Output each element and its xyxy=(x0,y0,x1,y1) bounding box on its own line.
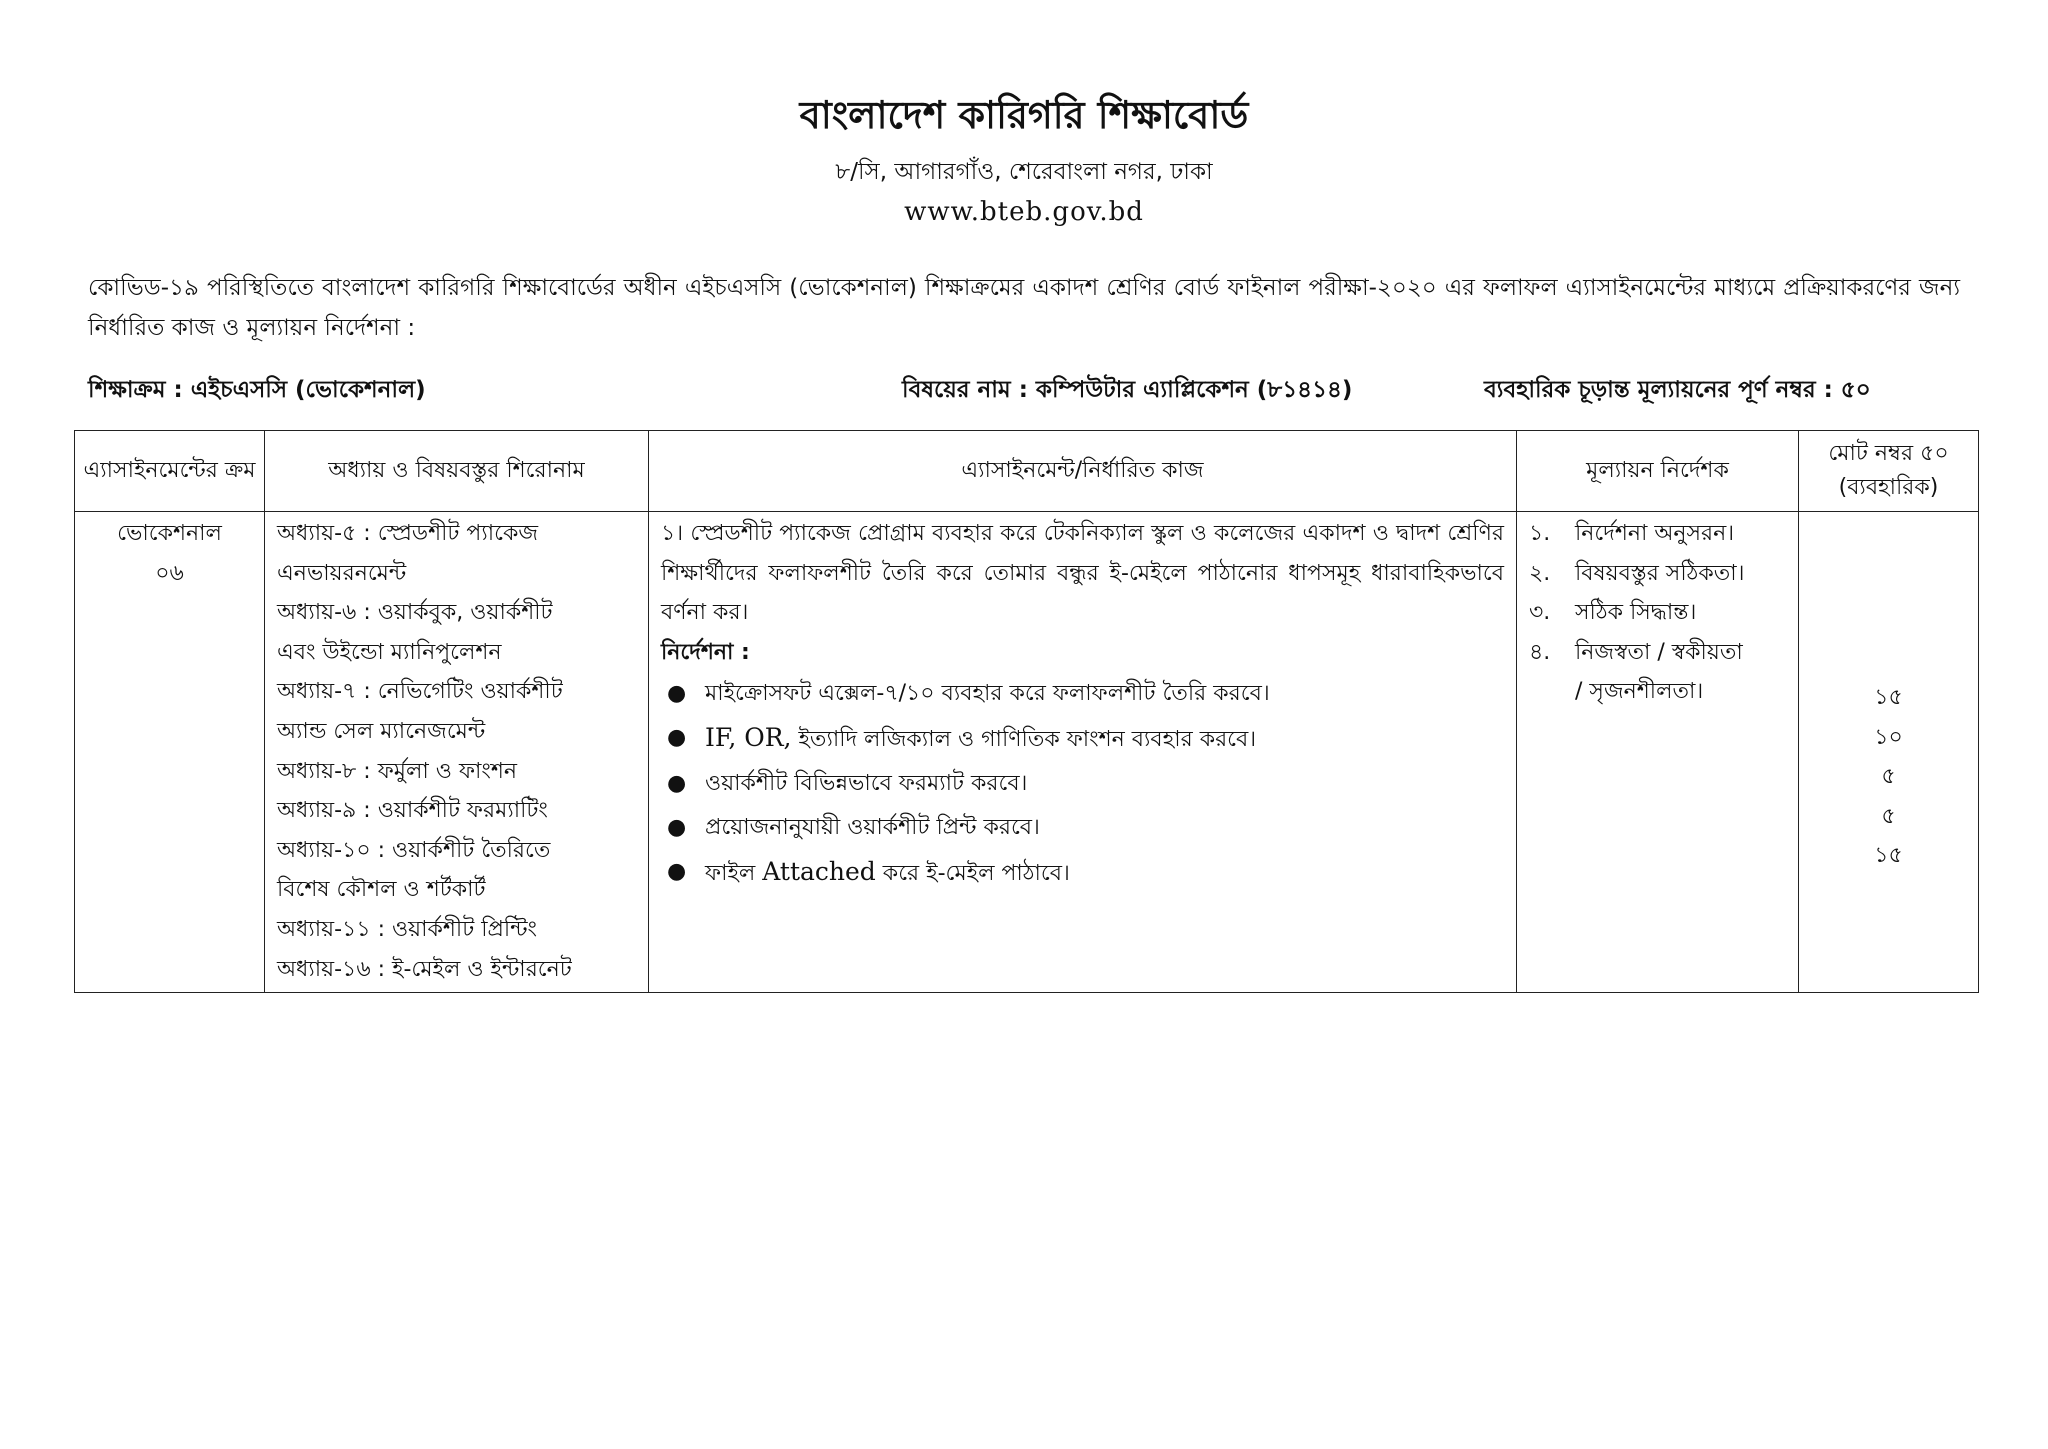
assignment-table xyxy=(74,430,1979,993)
chapter-line: অধ্যায়-৮ : ফর্মুলা ও ফাংশন xyxy=(277,758,518,784)
chapters-cell xyxy=(265,512,649,993)
mark-value: ৫ xyxy=(1881,803,1896,829)
intro-paragraph: কোভিড-১৯ পরিস্থিতিতে বাংলাদেশ কারিগরি শিক্ষাবোর্ডের অধীন এইচএসসি (ভোকেশনাল) শিক্ষাক্রমের একাদশ শ্রেণির বোর্ড ফাইনাল পরীক্ষা-২০২০ এর ফলাফল এ্যাসাইনমেন্টের মাধ্যমে প্রক্রিয়াকরণের জন্য নির্ধারিত কাজ ও মূল্যায়ন নির্দেশনা : xyxy=(88,275,1960,341)
header-serial: এ্যাসাইনমেন্টের ক্রম xyxy=(75,431,265,512)
serial-cell xyxy=(75,512,265,993)
criteria-text: নির্দেশনা অনুসরন। xyxy=(1575,521,1735,546)
criteria-item xyxy=(1529,554,1790,594)
direction-item xyxy=(665,850,1504,896)
criteria-text: বিষয়বস্তুর সঠিকতা। xyxy=(1575,560,1745,586)
marks-cell xyxy=(1799,512,1979,993)
direction-item xyxy=(665,672,1504,716)
directions-label: নির্দেশনা : xyxy=(661,639,750,665)
direction-text: ফাইল xyxy=(705,861,763,887)
chapter-line: অধ্যায়-১১ : ওয়ার্কশীট প্রিন্টিং xyxy=(277,916,537,942)
criteria-cell xyxy=(1517,512,1799,993)
header-marks xyxy=(1799,431,1979,512)
table-header-row xyxy=(75,431,1979,512)
task-description: ১। স্প্রেডশীট প্যাকেজ প্রোগ্রাম ব্যবহার করে টেকনিক্যাল স্কুল ও কলেজের একাদশ ও দ্বাদশ শ্রেণির শিক্ষার্থীদের ফলাফলশীট তৈরি করে তোমার বন্ধুর ই-মেইলে পাঠানোর ধাপসমূহ ধারাবাহিকভাবে বর্ণনা কর। xyxy=(661,521,1504,626)
mark-value: ১৫ xyxy=(1874,843,1903,869)
chapter-line: এনভায়রনমেন্ট xyxy=(277,560,407,586)
criteria-number: ১. xyxy=(1529,521,1551,546)
mark-value: ১৫ xyxy=(1874,685,1903,710)
direction-text: ওয়ার্কশীট বিভিন্নভাবে ফরম্যাট করবে। xyxy=(705,771,1028,797)
task-cell xyxy=(649,512,1517,993)
criteria-item xyxy=(1529,514,1790,554)
board-title: বাংলাদেশ কারিগরি শিক্ষাবোর্ড xyxy=(799,93,1249,137)
header-chapters: অধ্যায় ও বিষয়বস্তুর শিরোনাম xyxy=(265,431,649,512)
board-website: www.bteb.gov.bd xyxy=(904,197,1144,227)
chapter-line: অধ্যায়-১০ : ওয়ার্কশীট তৈরিতে xyxy=(277,837,551,863)
chapter-line: বিশেষ কৌশল ও শর্টকার্ট xyxy=(277,877,486,903)
chapter-line: এবং উইন্ডো ম্যানিপুলেশন xyxy=(277,639,502,665)
criteria-number: ৩. xyxy=(1529,600,1551,626)
criteria-number: ৪. xyxy=(1529,639,1551,665)
header-marks-line2: (ব্যবহারিক) xyxy=(1838,475,1939,500)
curriculum-label: শিক্ষাক্রম : এইচএসসি (ভোকেশনাল) xyxy=(88,377,426,403)
chapter-line: অধ্যায়-৭ : নেভিগেটিং ওয়ার্কশীট xyxy=(277,679,563,705)
direction-text: করে ই-মেইল পাঠাবে। xyxy=(875,861,1070,887)
header-task: এ্যাসাইনমেন্ট/নির্ধারিত কাজ xyxy=(649,431,1517,512)
bullet-icon: ● xyxy=(667,859,687,885)
bullet-icon: ● xyxy=(667,681,687,707)
direction-text: মাইক্রোসফট এক্সেল-৭/১০ ব্যবহার করে ফলাফলশীট তৈরি করবে। xyxy=(705,681,1270,707)
bullet-icon: ● xyxy=(667,771,687,797)
criteria-list xyxy=(1517,512,1798,712)
chapter-line: অধ্যায়-৫ : স্প্রেডশীট প্যাকেজ xyxy=(277,521,539,546)
criteria-continuation: / সৃজনশীলতা। xyxy=(1575,679,1704,705)
chapter-line: অধ্যায়-৬ : ওয়ার্কবুক, ওয়ার্কশীট xyxy=(277,600,553,626)
criteria-text: নিজস্বতা / স্বকীয়তা xyxy=(1575,639,1743,665)
mark-value: ৫ xyxy=(1881,764,1896,790)
bullet-icon: ● xyxy=(667,725,687,751)
direction-item xyxy=(665,762,1504,806)
chapter-line: অধ্যায়-১৬ : ই-মেইল ও ইন্টারনেট xyxy=(277,956,572,982)
direction-latin-text: Attached xyxy=(762,857,876,887)
bullet-icon: ● xyxy=(667,815,687,841)
direction-item xyxy=(665,806,1504,850)
criteria-item xyxy=(1529,593,1790,633)
serial-line2: ০৬ xyxy=(155,561,184,586)
subject-label: বিষয়ের নাম : কম্পিউটার এ্যাপ্লিকেশন (৮১৪১৪) xyxy=(902,377,1353,403)
chapter-line: অধ্যায়-৯ : ওয়ার্কশীট ফরম্যাটিং xyxy=(277,798,548,824)
criteria-item xyxy=(1529,633,1790,673)
mark-value: ১০ xyxy=(1874,724,1903,750)
criteria-text: সঠিক সিদ্ধান্ত। xyxy=(1575,600,1697,626)
header-criteria: মূল্যায়ন নির্দেশক xyxy=(1517,431,1799,512)
marks-list xyxy=(1799,512,1978,876)
direction-latin-text: IF, OR, xyxy=(705,723,792,753)
full-marks-label: ব্যবহারিক চূড়ান্ত মূল্যায়নের পূর্ণ নম্বর : ৫০ xyxy=(1484,377,1871,403)
serial-line1: ভোকেশনাল xyxy=(117,521,222,546)
header-marks-line1: মোট নম্বর ৫০ xyxy=(1828,441,1949,466)
directions-list xyxy=(661,672,1504,896)
direction-text: প্রয়োজনানুযায়ী ওয়ার্কশীট প্রিন্ট করবে। xyxy=(705,815,1040,841)
direction-text: ইত্যাদি লজিক্যাল ও গাণিতিক ফাংশন ব্যবহার করবে। xyxy=(791,727,1257,753)
chapter-list xyxy=(265,512,648,989)
direction-item xyxy=(665,716,1504,762)
table-row xyxy=(75,512,1979,993)
criteria-number: ২. xyxy=(1529,560,1551,586)
chapter-line: অ্যান্ড সেল ম্যানেজমেন্ট xyxy=(277,718,486,744)
board-address: ৮/সি, আগারগাঁও, শেরেবাংলা নগর, ঢাকা xyxy=(835,159,1213,185)
